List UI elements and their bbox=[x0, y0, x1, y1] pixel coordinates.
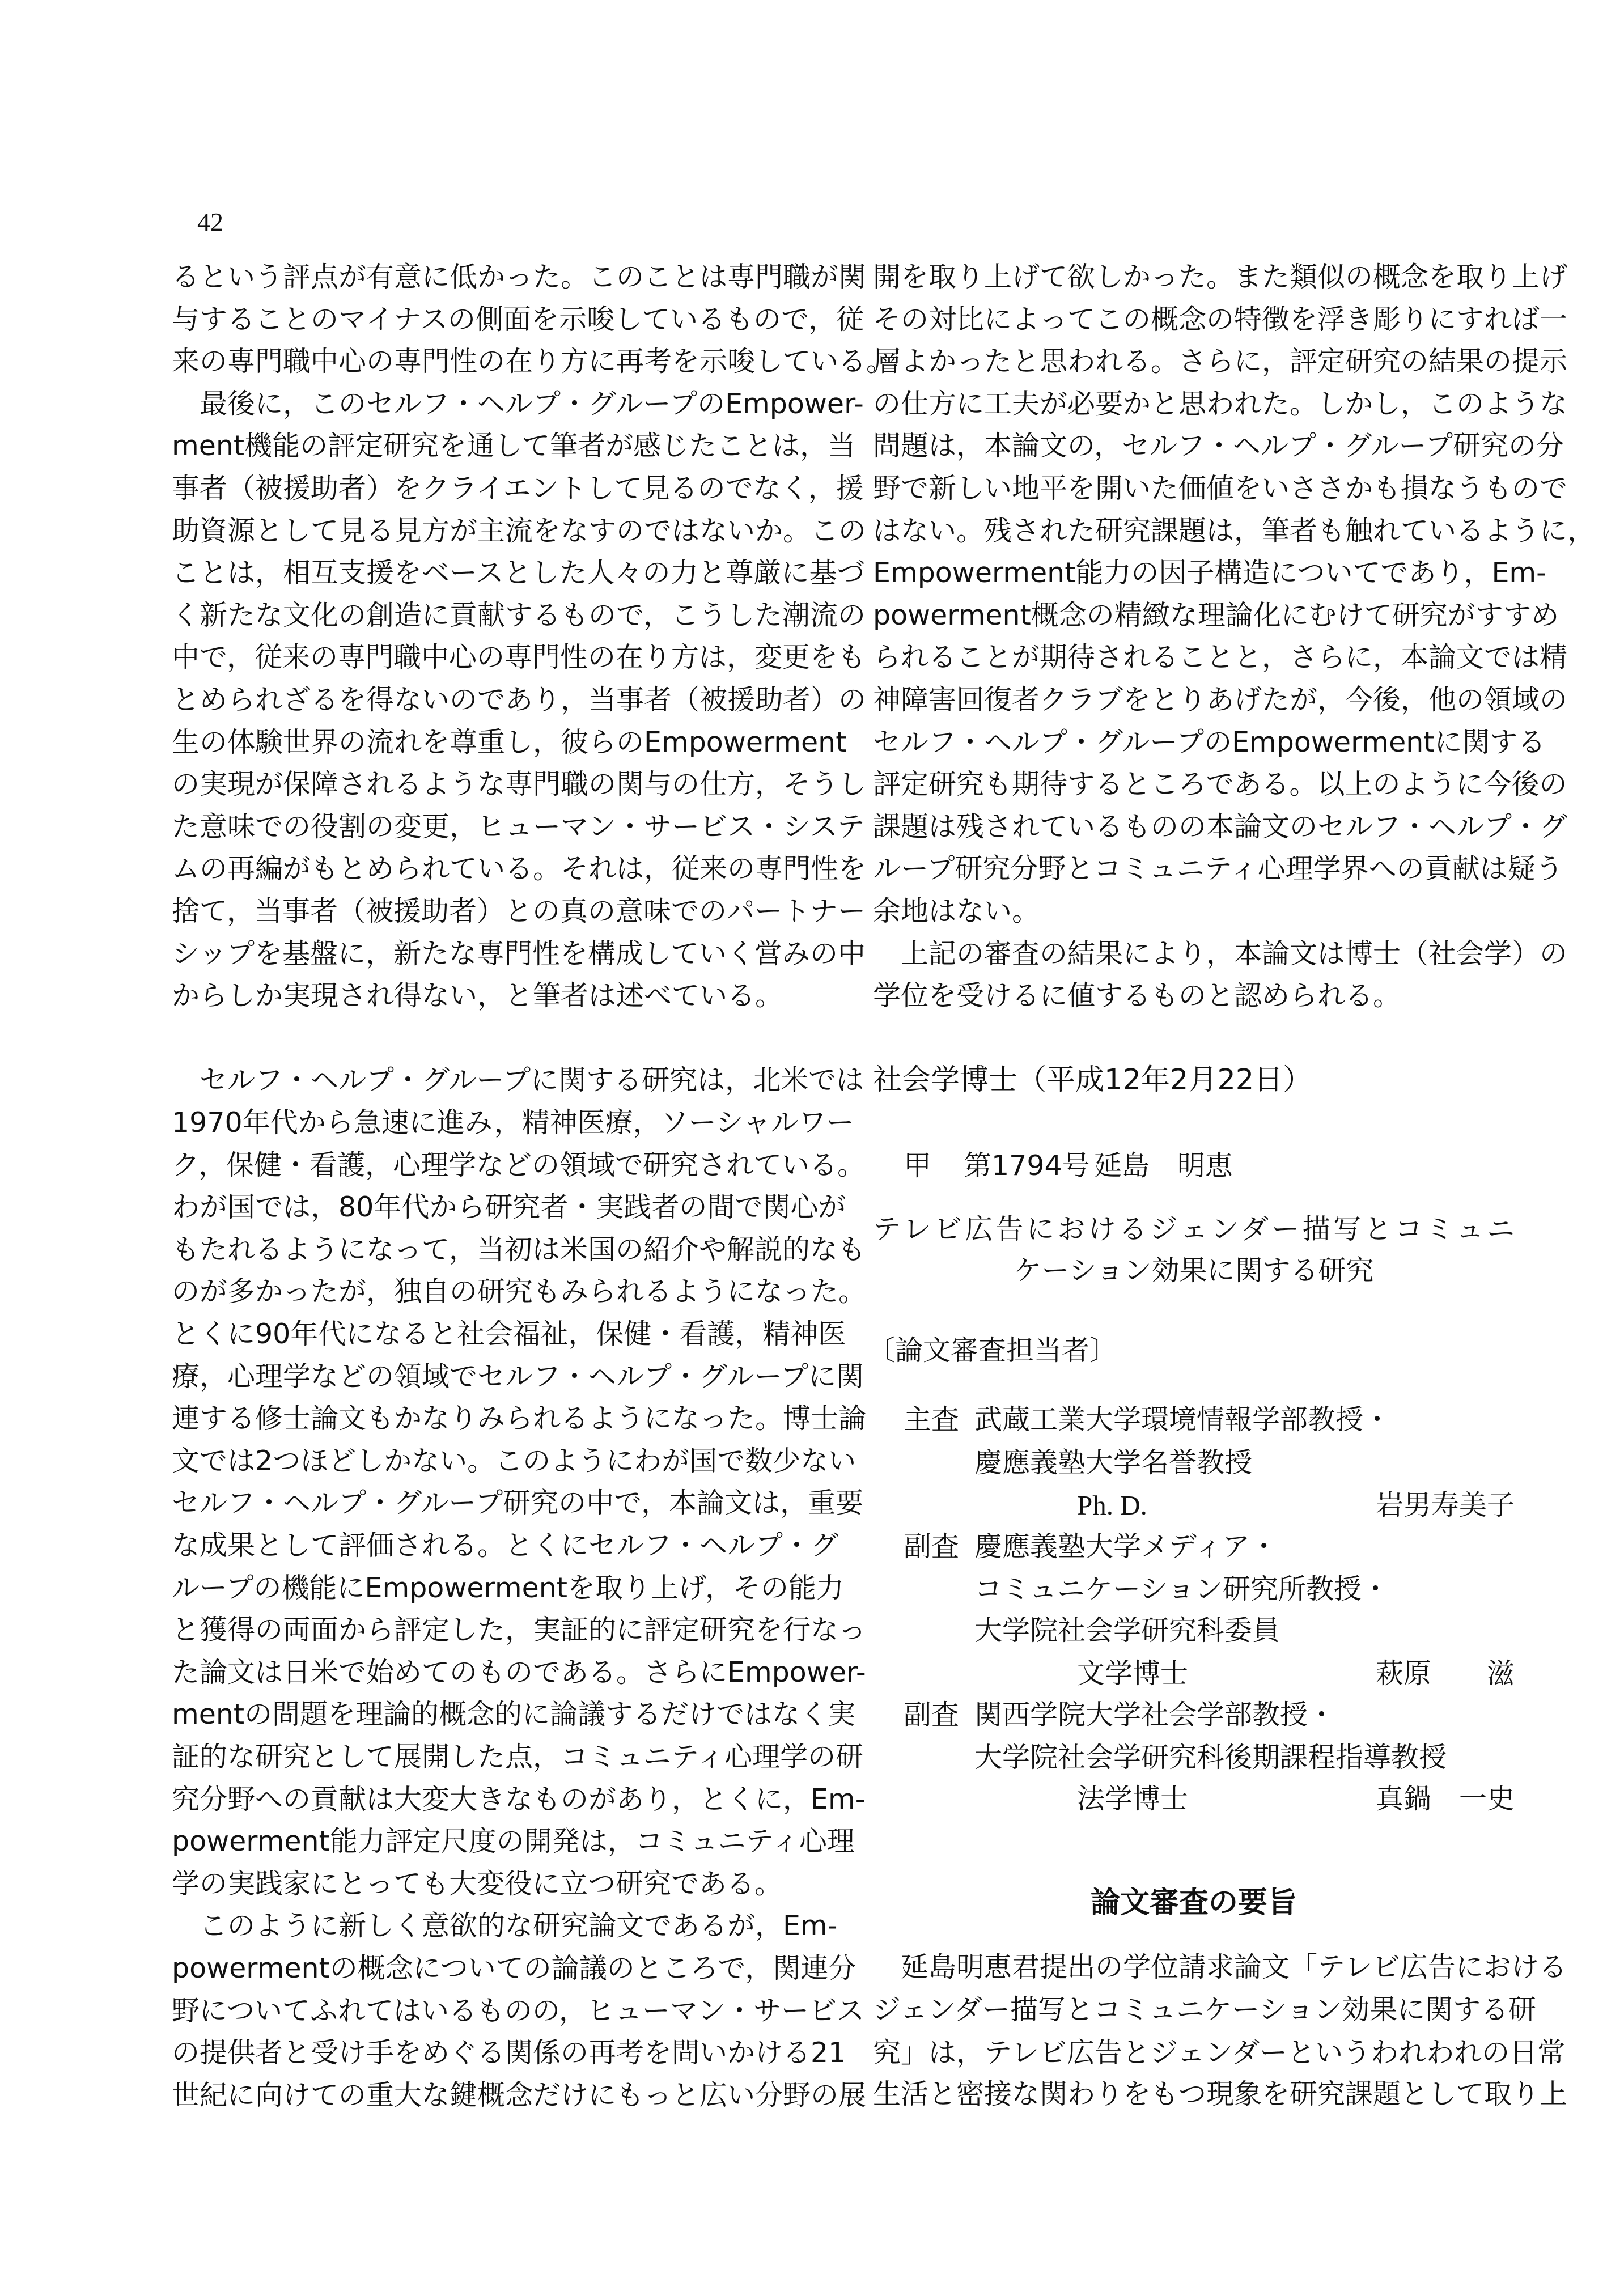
text-line: ループの機能にEmpowermentを取り上げ，その能力 bbox=[172, 1571, 845, 1604]
text-line: わが国では，80年代から研究者・実践者の間で関心が bbox=[172, 1191, 846, 1224]
text-line: 文では2つほどしかない。このようにわが国で数少ない bbox=[172, 1444, 856, 1477]
text-line: の仕方に工夫が必要かと思われた。しかし，このような bbox=[873, 387, 1568, 420]
text-line: 上記の審査の結果により，本論文は博士（社会学）の bbox=[873, 937, 1568, 970]
text-line: このように新しく意欲的な研究論文であるが，Em- bbox=[172, 1910, 838, 1942]
text-line: もたれるようになって，当初は米国の紹介や解説的なも bbox=[172, 1233, 866, 1266]
text-line: のが多かったが，独自の研究もみられるようになった。 bbox=[172, 1275, 867, 1308]
committee-affiliation: 大学院社会学研究科後期課程指導教授 bbox=[974, 1741, 1447, 1774]
text-line: 事者（被援助者）をクライエントして見るのでなく，援 bbox=[172, 472, 864, 504]
text-line: 究分野への貢献は大変大きなものがあり，とくに，Em- bbox=[172, 1783, 866, 1815]
text-line: 世紀に向けての重大な鍵概念だけにもっと広い分野の展 bbox=[172, 2078, 867, 2111]
text-line: た論文は日米で始めてのものである。さらにEmpower- bbox=[172, 1656, 866, 1689]
text-line: ループ研究分野とコミュニティ心理学界への貢献は疑う bbox=[873, 852, 1563, 885]
text-line: 開を取り上げて欲しかった。また類似の概念を取り上げ bbox=[873, 261, 1568, 293]
committee-name: 岩男寿美子 bbox=[1375, 1489, 1515, 1521]
text-line: 神障害回復者クラブをとりあげたが，今後，他の領域の bbox=[873, 684, 1568, 716]
text-line: mentの問題を理論的概念的に論議するだけではなく実 bbox=[172, 1698, 856, 1731]
committee-affiliation: 関西学院大学社会学部教授・ bbox=[974, 1699, 1336, 1731]
text-line: powerment能力評定尺度の開発は，コミュニティ心理 bbox=[172, 1825, 855, 1858]
text-line: 連する修士論文もかなりみられるようになった。博士論 bbox=[172, 1402, 867, 1435]
text-line: powerment概念の精緻な理論化にむけて研究がすすめ bbox=[873, 599, 1559, 631]
committee-affiliation: 大学院社会学研究科委員 bbox=[974, 1614, 1280, 1647]
text-line: セルフ・ヘルプ・グループのEmpowermentに関する bbox=[873, 726, 1546, 758]
committee-role: 主査 bbox=[904, 1403, 960, 1436]
text-line: Empowerment能力の因子構造についてであり，Em- bbox=[873, 557, 1546, 589]
committee-affiliation: 武蔵工業大学環境情報学部教授・ bbox=[974, 1403, 1392, 1436]
text-line: 中で，従来の専門職中心の専門性の在り方は，変更をも bbox=[172, 641, 866, 674]
text-line: 与することのマイナスの側面を示唆しているもので，従 bbox=[172, 303, 864, 336]
degree-type: 甲 bbox=[904, 1149, 932, 1182]
committee-name: 真鍋 一史 bbox=[1375, 1783, 1515, 1815]
text-line: セルフ・ヘルプ・グループに関する研究は，北米では bbox=[172, 1064, 864, 1097]
text-line: く新たな文化の創造に貢献するもので，こうした潮流の bbox=[172, 599, 866, 631]
text-line: からしか実現され得ない，と筆者は述べている。 bbox=[172, 979, 783, 1012]
text-line: るという評点が有意に低かった。このことは専門職が関 bbox=[172, 261, 867, 293]
summary-line: ジェンダー描写とコミュニケーション効果に関する研 bbox=[873, 1993, 1537, 2026]
committee-role: 副査 bbox=[904, 1530, 960, 1563]
page-number: 42 bbox=[197, 207, 223, 236]
text-line: 学位を受けるに値するものと認められる。 bbox=[873, 979, 1401, 1012]
committee-affiliation: 慶應義塾大学メディア・ bbox=[974, 1530, 1278, 1563]
text-line: とくに90年代になると社会福祉，保健・看護，精神医 bbox=[172, 1318, 846, 1350]
text-line: た意味での役割の変更，ヒューマン・サービス・システ bbox=[172, 810, 865, 843]
degree-number: 第1794号 bbox=[964, 1149, 1090, 1182]
thesis-title-line: テレビ広告におけるジェンダー描写とコミュニ bbox=[873, 1213, 1515, 1245]
summary-line: 延島明恵君提出の学位請求論文「テレビ広告における bbox=[873, 1951, 1567, 1983]
text-line: と獲得の両面から評定した，実証的に評定研究を行なっ bbox=[172, 1614, 867, 1647]
text-line: られることが期待されることと，さらに，本論文では精 bbox=[873, 641, 1568, 674]
text-line: ク，保健・看護，心理学などの領域で研究されている。 bbox=[172, 1148, 866, 1181]
summary-line: 生活と密接な関わりをもつ現象を研究課題として取り上 bbox=[873, 2078, 1568, 2110]
text-line: 課題は残されているものの本論文のセルフ・ヘルプ・グ bbox=[873, 810, 1568, 843]
thesis-title-line: ケーション効果に関する研究 bbox=[1014, 1254, 1374, 1287]
committee-heading: 〔論文審査担当者〕 bbox=[867, 1334, 1118, 1367]
text-line: 野で新しい地平を開いた価値をいささかも損なうもので bbox=[873, 472, 1568, 504]
text-line: ことは，相互支援をベースとした人々の力と尊厳に基づ bbox=[172, 557, 865, 589]
committee-role: 副査 bbox=[904, 1699, 960, 1731]
committee-affiliation: コミュニケーション研究所教授・ bbox=[974, 1573, 1390, 1605]
recipient-name: 延島 明恵 bbox=[1094, 1149, 1233, 1182]
summary-line: 究」は，テレビ広告とジェンダーというわれわれの日常 bbox=[873, 2037, 1566, 2069]
committee-degree: Ph. D. bbox=[1077, 1490, 1147, 1521]
committee-affiliation: 慶應義塾大学名誉教授 bbox=[974, 1446, 1253, 1479]
text-line: 層よかったと思われる。さらに，評定研究の結果の提示 bbox=[873, 345, 1568, 378]
text-line: 助資源として見る見方が主流をなすのではないか。この bbox=[172, 514, 867, 547]
text-line: 捨て，当事者（被援助者）との真の意味でのパートナー bbox=[172, 895, 866, 927]
summary-heading: 論文審査の要旨 bbox=[1090, 1886, 1297, 1920]
text-line: シップを基盤に，新たな専門性を構成していく営みの中 bbox=[172, 937, 866, 970]
text-line: ムの再編がもとめられている。それは，従来の専門性を bbox=[172, 852, 867, 885]
text-line: 最後に，このセルフ・ヘルプ・グループのEmpower- bbox=[172, 387, 864, 420]
text-line: 来の専門職中心の専門性の在り方に再考を示唆している。 bbox=[172, 345, 894, 378]
committee-degree: 法学博士 bbox=[1077, 1783, 1189, 1815]
text-line: の提供者と受け手をめぐる関係の再考を問いかける21 bbox=[172, 2037, 846, 2069]
text-line: とめられざるを得ないのであり，当事者（被援助者）の bbox=[172, 684, 867, 716]
text-line: の実現が保障されるような専門職の関与の仕方，そうし bbox=[172, 768, 867, 801]
text-line: な成果として評価される。とくにセルフ・ヘルプ・グ bbox=[172, 1529, 839, 1562]
text-line: 生の体験世界の流れを尊重し，彼らのEmpowerment bbox=[172, 726, 847, 758]
text-line: はない。残された研究課題は，筆者も触れているように， bbox=[873, 514, 1596, 547]
text-line: その対比によってこの概念の特徴を浮き彫りにすれば一 bbox=[873, 303, 1568, 336]
text-line: 証的な研究として展開した点，コミュニティ心理学の研 bbox=[172, 1741, 864, 1773]
text-line: 余地はない。 bbox=[873, 895, 1040, 927]
committee-degree: 文学博士 bbox=[1077, 1657, 1189, 1690]
degree-heading: 社会学博士（平成12年2月22日） bbox=[873, 1063, 1312, 1097]
text-line: 評定研究も期待するところである。以上のように今後の bbox=[873, 768, 1567, 801]
text-line: powermentの概念についての論議のところで，関連分 bbox=[172, 1952, 856, 1984]
text-line: 問題は，本論文の，セルフ・ヘルプ・グループ研究の分 bbox=[873, 430, 1564, 463]
text-line: セルフ・ヘルプ・グループ研究の中で，本論文は，重要 bbox=[172, 1487, 864, 1520]
committee-name: 萩原 滋 bbox=[1375, 1657, 1515, 1690]
text-line: 学の実践家にとっても大変役に立つ研究である。 bbox=[172, 1867, 783, 1900]
text-line: ment機能の評定研究を通して筆者が感じたことは，当 bbox=[172, 430, 856, 463]
text-line: 野についてふれてはいるものの，ヒューマン・サービス bbox=[172, 1994, 865, 2027]
text-line: 療，心理学などの領域でセルフ・ヘルプ・グループに関 bbox=[172, 1360, 864, 1393]
text-line: 1970年代から急速に進み，精神医療，ソーシャルワー bbox=[172, 1106, 854, 1139]
